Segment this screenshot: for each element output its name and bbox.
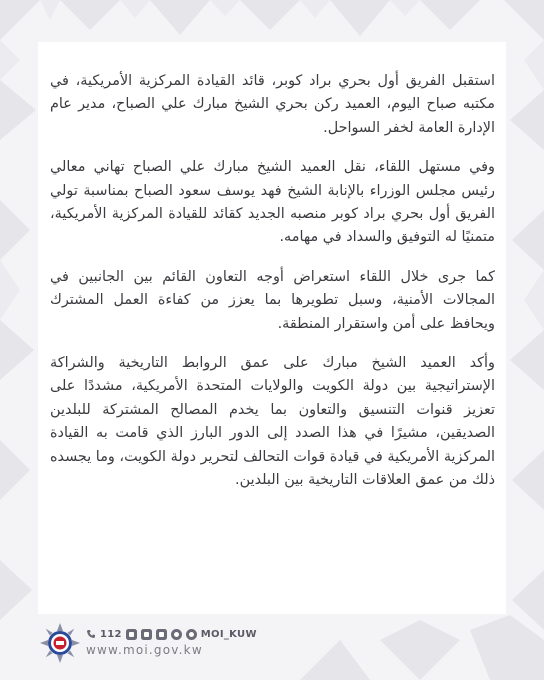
- phone-icon: [86, 629, 96, 639]
- x-icon[interactable]: [141, 629, 152, 640]
- paragraph-4: وأكد العميد الشيخ مبارك على عمق الروابط التاريخية والشراكة الإستراتيجية بين دولة الكويت والولايات المتحدة الأمريكية، مشددًا على تعزيز قنوات التنسيق والتعاون بما يخدم المصالح المشتركة للبلدين الصديقين، مشيرًا في هذا الصدد إلى الدور البارز الذي قامت به القيادة المركزية الأمريكية في قيادة قوات التحالف لتحرير دولة الكويت، وما يجسده ذلك من عمق العلاقات التاريخية بين البلدين.: [50, 355, 495, 489]
- facebook-icon[interactable]: [126, 629, 137, 640]
- hotline-number: 112: [100, 628, 122, 640]
- article-body: [50, 70, 495, 509]
- paragraph-1: استقبل الفريق أول بحري براد كوبر، قائد القيادة المركزية الأمريكية، في مكتبه صباح اليوم، العميد ركن بحري الشيخ مبارك علي الصباح، مدير عام الإدارة العامة لخفر السواحل.: [50, 73, 495, 136]
- whatsapp-icon[interactable]: [186, 629, 197, 640]
- youtube-icon[interactable]: [156, 629, 167, 640]
- website-link[interactable]: www.moi.gov.kw: [86, 643, 203, 657]
- paragraph-2: وفي مستهل اللقاء، نقل العميد الشيخ مبارك علي الصباح تهاني معالي رئيس مجلس الوزراء بالإنابة الشيخ فهد يوسف سعود الصباح بمناسبة تولي الفريق أول بحري براد كوبر منصبه الجديد كقائد للقيادة المركزية الأمريكية، متمنيًا له التوفيق والسداد في مهامه.: [50, 159, 495, 246]
- instagram-icon[interactable]: [171, 629, 182, 640]
- social-handle[interactable]: MOI_KUW: [200, 628, 257, 640]
- social-bar: [86, 627, 257, 641]
- ministry-emblem-icon: [40, 623, 80, 663]
- footer: [40, 623, 340, 663]
- paragraph-3: كما جرى خلال اللقاء استعراض أوجه التعاون القائم بين الجانبين في المجالات الأمنية، وسبل تطويرها بما يعزز من كفاءة العمل المشترك ويحافظ على أمن واستقرار المنطقة.: [50, 268, 495, 332]
